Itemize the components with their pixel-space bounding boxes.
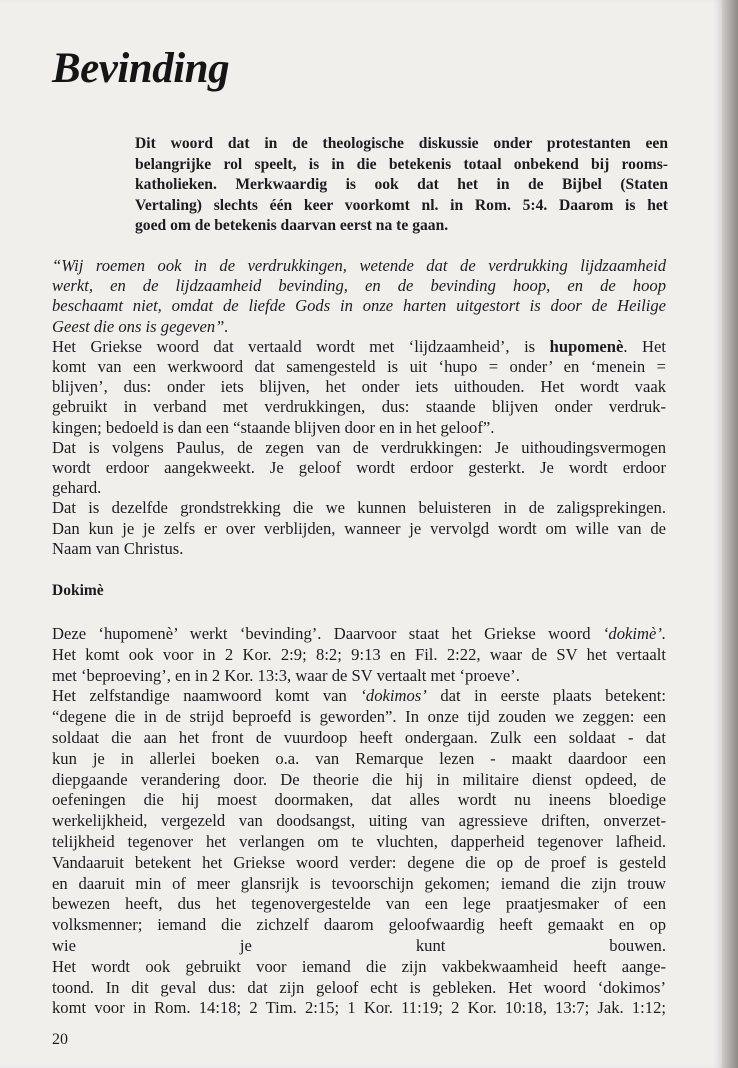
text-span: . Het: [623, 336, 666, 356]
text-line: [52, 377, 666, 397]
text-line: [52, 728, 666, 749]
text-line: [52, 832, 666, 853]
text-line: [52, 276, 666, 296]
text-line: [52, 317, 666, 337]
text-line: [52, 296, 666, 316]
text-span: komt voor in Rom. 14:18; 2 Tim. 2:15; 1 Kor. 11:19; 2 Kor. 10:18, 13:7; Jak. 1:12;: [52, 998, 666, 1018]
text-span: belangrijke rol speelt, is in die betekenis totaal onbekend bij rooms-: [135, 155, 668, 173]
text-span: kun je in allerlei boeken o.a. van Remarque lezen - maakt daardoor een: [52, 748, 666, 768]
text-span: Deze ‘hupomenè’ werkt ‘bevinding’. Daarvoor staat het Griekse woord: [52, 624, 603, 643]
text-span: Dit woord dat in de theologische diskussie onder protestanten een: [135, 135, 668, 152]
section-heading-dokime: Dokimè: [52, 582, 104, 599]
text-line: [52, 624, 666, 645]
text-span: en daaruit min of meer glansrijk is tevoorschijn gekomen; iemand die zijn trouw: [52, 873, 666, 893]
italic-text: ‘dokimos’: [360, 686, 427, 706]
text-span: katholieken. Merkwaardig is ook dat het in de Bijbel (Staten: [135, 176, 668, 194]
text-line: [52, 498, 666, 518]
text-span: kingen; bedoeld is dan een “staande blijven door en in het geloof”.: [52, 417, 495, 437]
text-line: [52, 749, 666, 770]
text-span: Dan kun je je zelfs er over verblijden, wanneer je vervolgd wordt om wille van de: [52, 518, 666, 538]
text-line: [52, 438, 666, 458]
body-text-hupomene: [52, 256, 666, 559]
text-span: Het wordt ook gebruikt voor iemand die zijn vakbekwaamheid heeft aange-: [52, 956, 666, 976]
text-span: blijven’, dus: onder iets blijven, het onder iets uithouden. Het wordt vaak: [52, 377, 666, 397]
text-line: [52, 256, 666, 276]
text-span: gebruikt in verband met verdrukkingen, dus: staande blijven onder verdruk-: [52, 397, 666, 417]
text-span: dat in eerste plaats betekent:: [426, 686, 666, 706]
text-span: wordt erdoor aangekweekt. Je geloof wordt erdoor gesterkt. Je wordt erdoor: [52, 458, 666, 478]
italic-text: beschaamt niet, omdat de liefde Gods in onze harten uitgestort is door de Heilige: [52, 296, 666, 316]
text-line: [52, 770, 666, 791]
text-span: werkelijkheid, vergezeld van doodsangst, uiting van agressieve driften, onverzet-: [52, 811, 666, 831]
page-edge: [722, 0, 738, 1068]
text-span: Vandaaruit betekent het Griekse woord verder: degene die op de proef is gesteld: [52, 852, 666, 872]
italic-text: werkt, en de lijdzaamheid bevinding, en de bevinding hoop, en de hoop: [52, 276, 666, 296]
page-number: 20: [52, 1031, 68, 1048]
text-span: Het Griekse woord dat vertaald wordt met ‘lijdzaamheid’, is: [52, 336, 550, 356]
text-line: [52, 894, 666, 915]
text-line: [52, 707, 666, 728]
text-span: Dat is dezelfde grondstrekking die we kunnen beluisteren in de zaligsprekingen.: [52, 498, 666, 518]
body-text-dokime: [52, 624, 666, 1019]
italic-text: ‘dokimè’.: [602, 624, 666, 643]
text-span: toond. In dit geval dus: dat zijn geloof echt is gebleken. Het woord ‘dokimos’: [52, 977, 666, 997]
text-span: wie je kunt bouwen.: [52, 935, 666, 955]
text-line: [135, 155, 668, 176]
italic-text: Geest die ons is gegeven”.: [52, 316, 229, 336]
text-line: [52, 478, 666, 498]
text-line: [52, 853, 666, 874]
text-line: [52, 519, 666, 539]
text-span: telijkheid tegenover het verlangen om te vluchten, dapperheid tegenover lafheid.: [52, 831, 666, 851]
text-line: [52, 957, 666, 978]
text-line: [52, 357, 666, 377]
text-line: [52, 539, 666, 559]
text-span: Het zelfstandige naamwoord komt van: [52, 686, 361, 706]
intro-paragraph: [135, 134, 668, 237]
text-span: Vertaling) slechts één keer voorkomt nl. in Rom. 5:4. Daarom is het: [135, 196, 668, 214]
text-line: [135, 134, 668, 155]
text-span: “degene die in de strijd beproefd is geworden”. In onze tijd zouden we zeggen: een: [52, 707, 666, 727]
text-line: [52, 666, 666, 687]
text-line: [52, 337, 666, 357]
text-span: oefeningen die hij moest doormaken, dat alles wordt nu ineens bloedige: [52, 790, 666, 810]
text-line: [52, 418, 666, 438]
text-span: soldaat die aan het front de vuurdoop heeft ondergaan. Zulk een soldaat - dat: [52, 727, 666, 747]
text-span: Naam van Christus.: [52, 538, 184, 558]
text-line: [52, 998, 666, 1019]
text-line: [52, 811, 666, 832]
text-line: [135, 196, 668, 217]
text-line: [52, 915, 666, 936]
text-span: met ‘beproeving’, en in 2 Kor. 13:3, waar de SV vertaalt met ‘proeve’.: [52, 665, 520, 685]
text-line: [52, 874, 666, 895]
text-line: [135, 216, 668, 237]
italic-text: “Wij roemen ook in de verdrukkingen, wetende dat de verdrukking lijdzaamheid: [52, 256, 666, 275]
text-line: [52, 458, 666, 478]
text-line: [52, 978, 666, 999]
text-span: bewezen heeft, dus het tegenovergestelde van een lege praatjesmaker of een: [52, 894, 666, 914]
text-line: [52, 645, 666, 666]
text-span: Dat is volgens Paulus, de zegen van de verdrukkingen: Je uithoudingsvermogen: [52, 437, 666, 457]
text-span: volksmenner; iemand die zichzelf daarom geloofwaardig heeft gemaakt en op: [52, 915, 666, 935]
text-span: gehard.: [52, 478, 102, 498]
bold-term: hupomenè: [549, 336, 624, 356]
text-line: [52, 397, 666, 417]
text-span: Het komt ook voor in 2 Kor. 2:9; 8:2; 9:13 en Fil. 2:22, waar de SV het vertaalt: [52, 644, 666, 664]
text-line: [52, 790, 666, 811]
text-span: komt van een werkwoord dat samengesteld is uit ‘hupo = onder’ en ‘menein =: [52, 357, 666, 377]
text-line: [52, 936, 666, 957]
text-span: diepgaande verandering door. De theorie die hij in militaire dienst opdeed, de: [52, 769, 666, 789]
text-line: [52, 686, 666, 707]
chapter-title: Bevinding: [52, 45, 230, 92]
text-span: goed om de betekenis daarvan eerst na te gaan.: [135, 217, 449, 235]
text-line: [135, 175, 668, 196]
